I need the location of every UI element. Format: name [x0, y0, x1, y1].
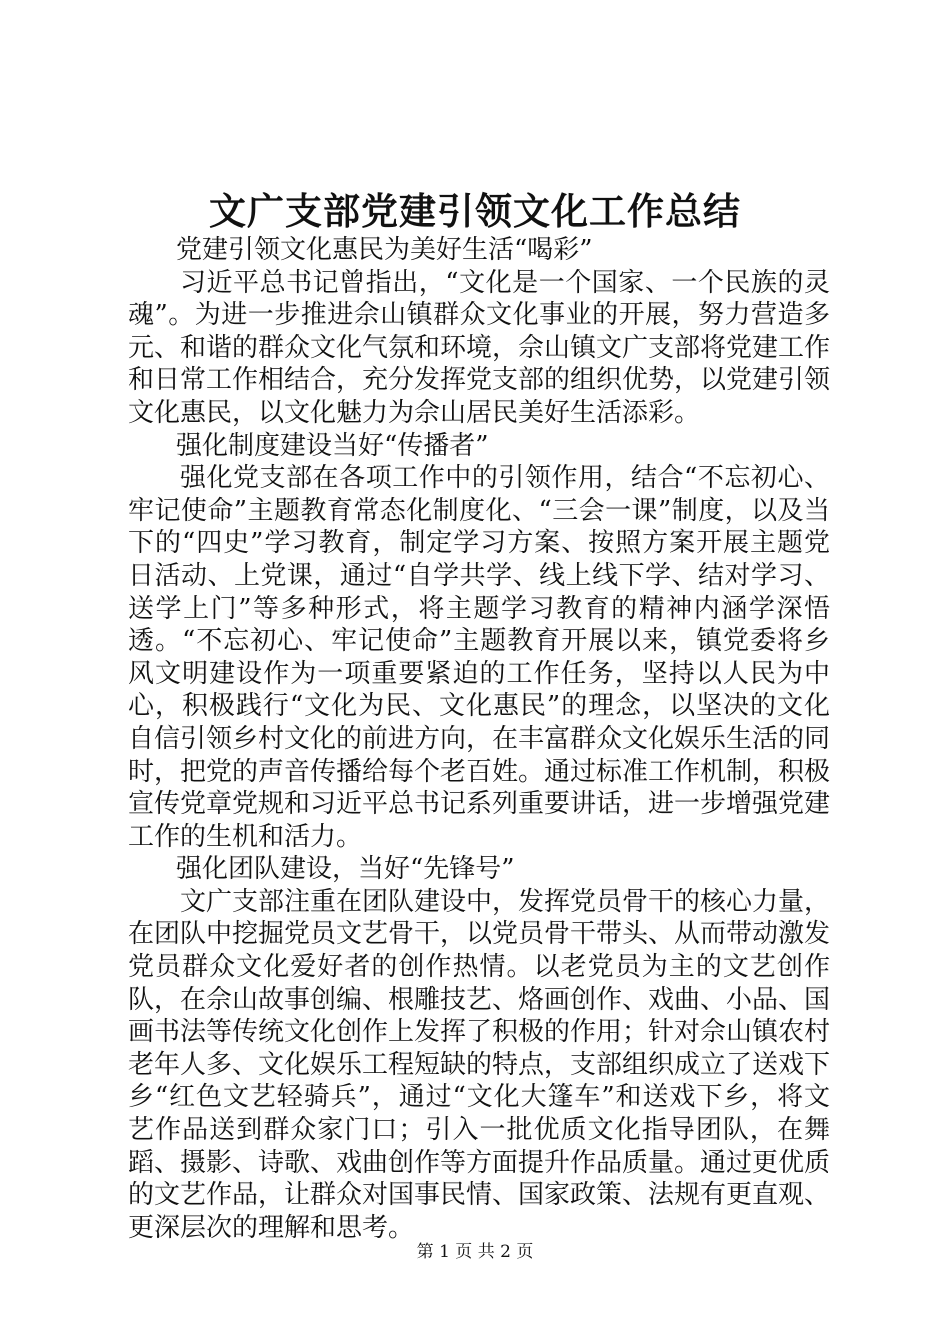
document-title: 文广支部党建引领文化工作总结	[209, 189, 741, 233]
page-number-footer: 第 1 页 共 2 页	[416, 1242, 534, 1262]
section-paragraph: 习近平总书记曾指出，“文化是一个国家、一个民族的灵魂”。为进一步推进佘山镇群众文化事业的开展，努力营造多元、和谐的群众文化气氛和环境，佘山镇文广支部将党建工作和日常工作相结合，充分发挥党支部的组织优势，以党建引领文化惠民，以文化魅力为佘山居民美好生活添彩。	[128, 267, 831, 428]
section-heading: 党建引领文化惠民为美好生活“喝彩”	[176, 235, 593, 265]
section-heading: 强化制度建设当好“传播者”	[176, 430, 489, 461]
document-body	[128, 234, 830, 1244]
section-heading: 强化团队建设，当好“先锋号”	[176, 854, 515, 885]
section-paragraph: 文广支部注重在团队建设中，发挥党员骨干的核心力量，在团队中挖掘党员文艺骨干，以党员骨干带头、从而带动激发党员群众文化爱好者的创作热情。以老党员为主的文艺创作队，在佘山故事创编、根雕技艺、烙画创作、戏曲、小品、国画书法等传统文化创作上发挥了积极的作用；针对佘山镇农村老年人多、文化娱乐工程短缺的特点，支部组织成立了送戏下乡“红色文艺轻骑兵”，通过“文化大篷车”和送戏下乡，将文艺作品送到群众家门口；引入一批优质文化指导团队，在舞蹈、摄影、诗歌、戏曲创作等方面提升作品质量。通过更优质的文艺作品，让群众对国事民情、国家政策、法规有更直观、更深层次的理解和思考。	[128, 886, 831, 1243]
section-paragraph: 强化党支部在各项工作中的引领作用，结合“不忘初心、牢记使命”主题教育常态化制度化、“三会一课”制度，以及当下的“四史”学习教育，制定学习方案、按照方案开展主题党日活动、上党课，通过“自学共学、线上线下学、结对学习、送学上门”等多种形式，将主题学习教育的精神内涵学深悟透。“不忘初心、牢记使命”主题教育开展以来，镇党委将乡风文明建设作为一项重要紧迫的工作任务，坚持以人民为中心，积极践行“文化为民、文化惠民”的理念，以坚决的文化自信引领乡村文化的前进方向，在丰富群众文化娱乐生活的同时，把党的声音传播给每个老百姓。通过标准工作机制，积极宣传党章党规和习近平总书记系列重要讲话，进一步增强党建工作的生机和活力。	[128, 463, 831, 852]
